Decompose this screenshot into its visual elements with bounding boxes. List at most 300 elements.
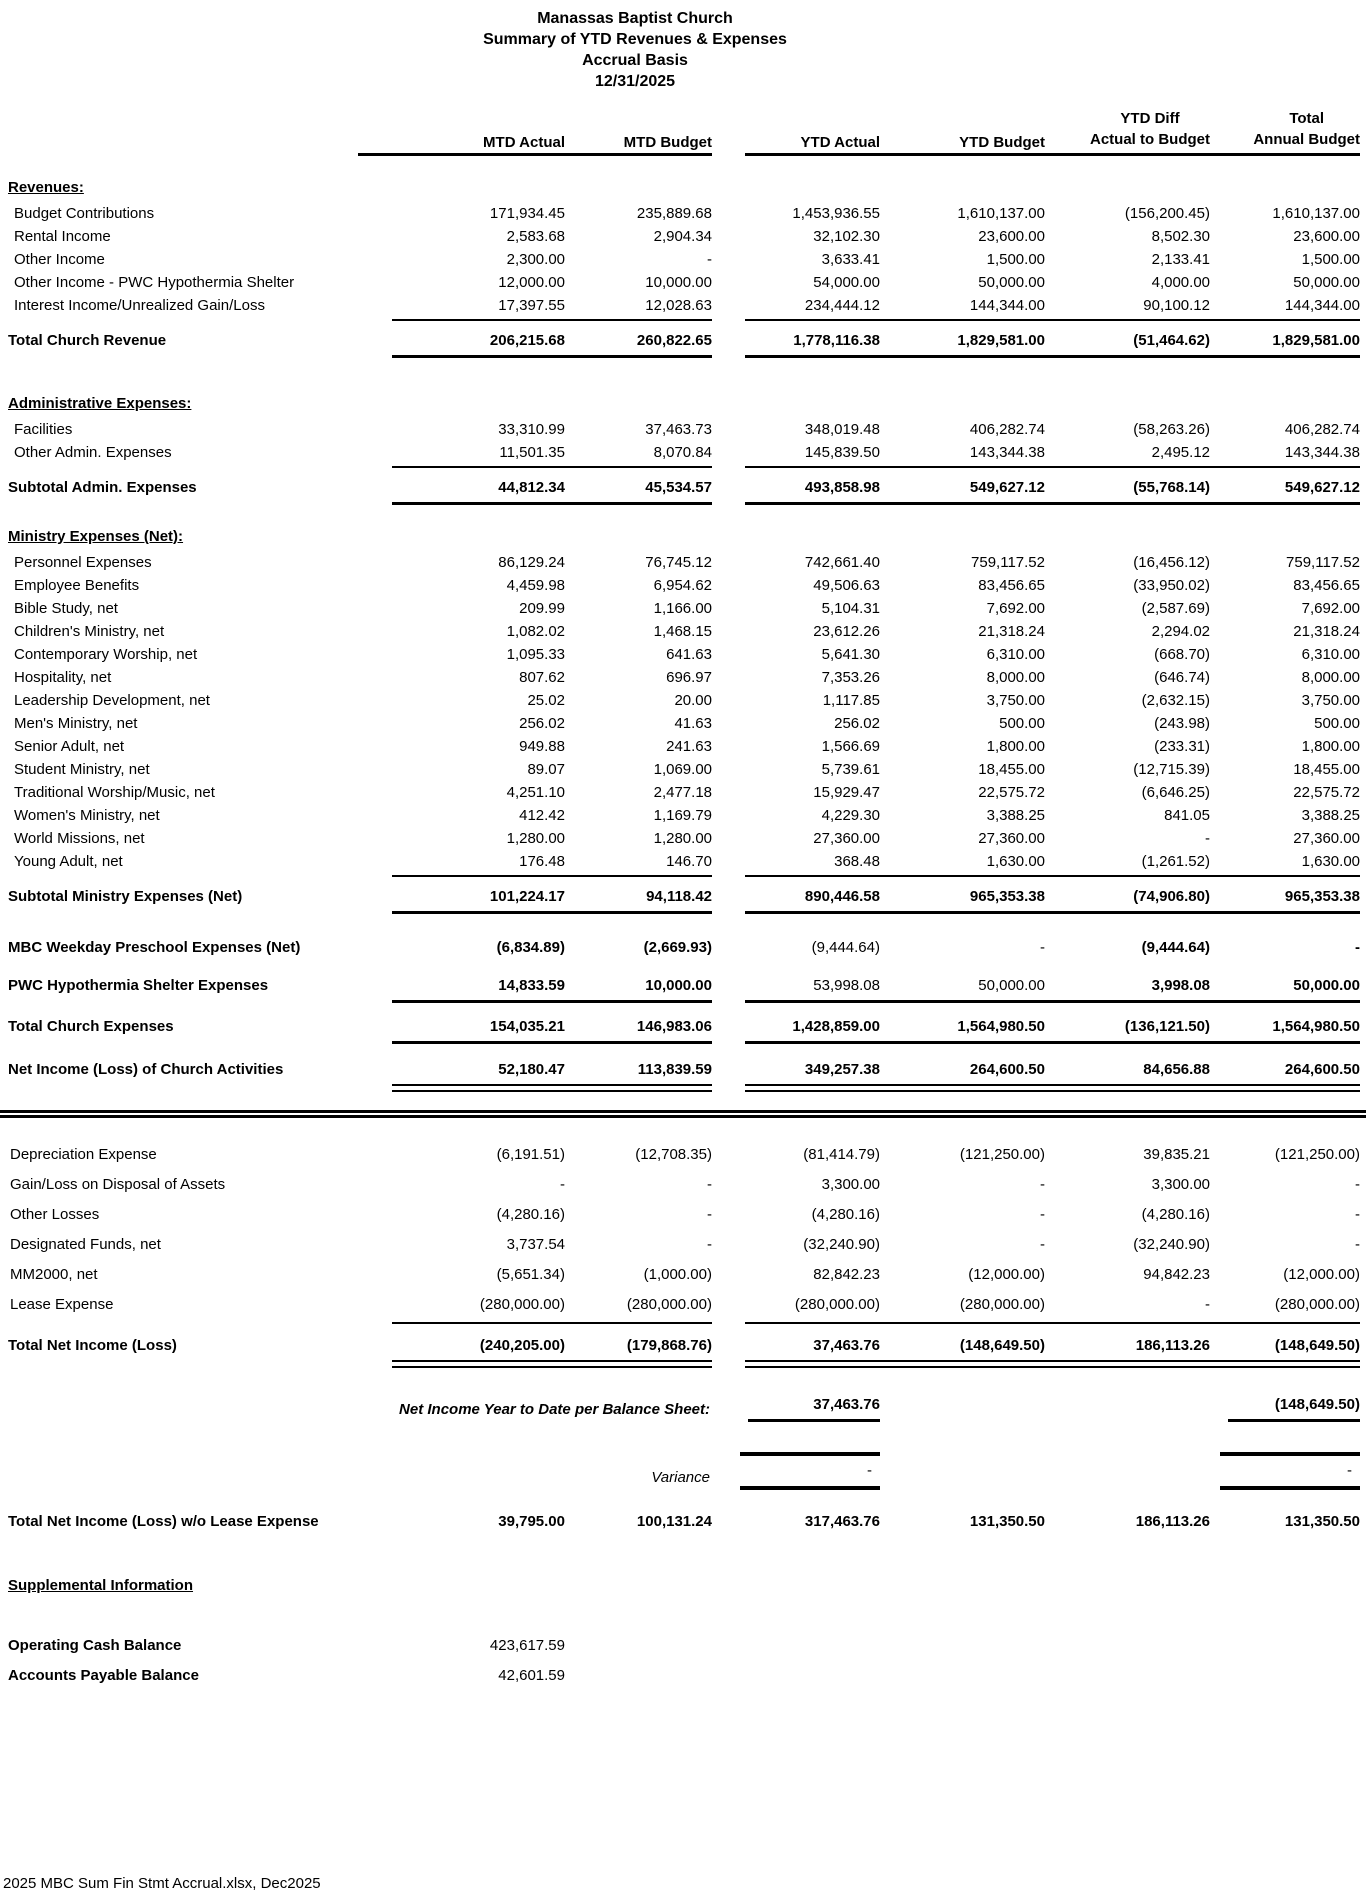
supplemental-row-operating-cash-balance	[0, 1631, 1366, 1661]
ruled-value: (148,649.50)	[1228, 1393, 1360, 1422]
cell-value: 206,215.68	[489, 332, 565, 349]
row-label: Men's Ministry, net	[14, 715, 138, 732]
ruled-value: -	[740, 1452, 880, 1490]
cell-value: (32,240.90)	[1133, 1236, 1210, 1253]
cell-value: 146,983.06	[636, 1018, 712, 1035]
rule-segment-ytd	[745, 466, 1360, 468]
table-row-world-missions-net	[0, 827, 1366, 850]
cell-value: (6,834.89)	[496, 939, 565, 956]
cell-value: -	[707, 251, 712, 268]
rule-segment-mtd	[358, 153, 712, 156]
cell-value: -	[1040, 1236, 1045, 1253]
cell-value: 696.97	[666, 669, 712, 686]
cell-value: 54,000.00	[813, 274, 880, 291]
column-header-annual-budget-lines	[1253, 108, 1360, 151]
total-row-subtotal-ministry-expenses-net	[0, 885, 1366, 909]
cell-value: (12,715.39)	[1133, 761, 1210, 778]
cell-value: 143,344.38	[969, 444, 1045, 461]
cell-value: 1,610,137.00	[1272, 205, 1360, 222]
cell-value: 18,455.00	[1293, 761, 1360, 778]
cell-value: (1,261.52)	[1141, 853, 1210, 870]
rule-segment-ytd	[745, 502, 1360, 505]
cell-value: (81,414.79)	[803, 1146, 880, 1163]
table-row-interest-income-unrealized-gain-loss	[0, 294, 1366, 317]
cell-value: 1,280.00	[653, 830, 712, 847]
rule-segment-ytd	[745, 1090, 1360, 1092]
cell-value: 144,344.00	[1284, 297, 1360, 314]
row-label: Subtotal Admin. Expenses	[8, 479, 197, 496]
cell-value: 100,131.24	[636, 1513, 712, 1530]
cell-value: 53,998.08	[813, 977, 880, 994]
section-heading-administrative-expenses	[0, 392, 1366, 415]
cell-ytd-actual	[712, 1393, 880, 1422]
table-row-other-losses	[0, 1200, 1366, 1230]
rule-double-gap	[0, 1362, 1366, 1364]
spacer	[0, 92, 1366, 108]
row-label: Contemporary Worship, net	[14, 646, 198, 663]
cell-value: (2,632.15)	[1141, 692, 1210, 709]
table-row-young-adult-net	[0, 850, 1366, 873]
report-title-block	[0, 0, 1270, 92]
cell-value: 10,000.00	[645, 274, 712, 291]
rule-double-gap	[0, 1086, 1366, 1088]
cell-value: (2,587.69)	[1141, 600, 1210, 617]
cell-value: (280,000.00)	[959, 1296, 1045, 1313]
cell-value: 1,630.00	[1301, 853, 1360, 870]
total-row-mbc-weekday-preschool-expenses-net	[0, 936, 1366, 960]
cell-value: -	[1040, 1176, 1045, 1193]
cell-value: 3,633.41	[821, 251, 880, 268]
cell-value: -	[1355, 1206, 1360, 1223]
cell-value: 4,251.10	[506, 784, 565, 801]
rule-segment-ytd	[745, 1366, 1360, 1368]
cell-value: 50,000.00	[978, 977, 1045, 994]
cell-value: 50,000.00	[1293, 274, 1360, 291]
row-label: Women's Ministry, net	[14, 807, 160, 824]
total-row-total-net-income-loss	[0, 1334, 1366, 1358]
spacer	[0, 1368, 1366, 1392]
cell-value: 1,564,980.50	[957, 1018, 1045, 1035]
rule-segment-mtd	[392, 1360, 712, 1362]
cell-value: 7,692.00	[1301, 600, 1360, 617]
cell-value: 5,641.30	[821, 646, 880, 663]
cell-value: 94,842.23	[1143, 1266, 1210, 1283]
row-label: Subtotal Ministry Expenses (Net)	[8, 888, 243, 905]
row-label: MBC Weekday Preschool Expenses (Net)	[8, 939, 301, 956]
cell-value: 500.00	[999, 715, 1045, 732]
row-label: Young Adult, net	[14, 853, 123, 870]
variance-row	[0, 1452, 1366, 1486]
cell-value: 131,350.50	[1284, 1513, 1360, 1530]
cell-value: (9,444.64)	[1141, 939, 1210, 956]
cell-value: 89.07	[527, 761, 565, 778]
rule-segment-mtd	[392, 355, 712, 358]
row-label: MM2000, net	[10, 1266, 98, 1283]
rule-segment-ytd	[745, 875, 1360, 877]
cell-value: 17,397.55	[498, 297, 565, 314]
spacer	[0, 877, 1366, 885]
total-row-total-church-expenses	[0, 1015, 1366, 1039]
table-row-children-s-ministry-net	[0, 620, 1366, 643]
cell-value: 10,000.00	[645, 977, 712, 994]
cell-value: 42,601.59	[498, 1667, 565, 1684]
section-heading-label: Supplemental Information	[8, 1577, 194, 1594]
table-row-rental-income	[0, 225, 1366, 248]
cell-value: (148,649.50)	[959, 1337, 1045, 1354]
cell-value: (74,906.80)	[1133, 888, 1210, 905]
cell-value: (4,280.16)	[1141, 1206, 1210, 1223]
total-row-total-church-revenue	[0, 329, 1366, 353]
spacer	[0, 1044, 1366, 1058]
row-label: Net Income Year to Date per Balance Sheet:	[399, 1401, 710, 1418]
row-label: Designated Funds, net	[10, 1236, 161, 1253]
cell-value: (668.70)	[1154, 646, 1210, 663]
row-label: Other Admin. Expenses	[14, 444, 172, 461]
cell-value: (280,000.00)	[626, 1296, 712, 1313]
rule-segment-ytd	[745, 1041, 1360, 1044]
report-date: 12/31/2025	[594, 73, 676, 90]
row-label: Total Church Revenue	[8, 332, 167, 349]
row-label: Employee Benefits	[14, 577, 140, 594]
table-row-mm2000-net	[0, 1260, 1366, 1290]
row-label: Bible Study, net	[14, 600, 118, 617]
table-row-leadership-development-net	[0, 689, 1366, 712]
table-row-contemporary-worship-net	[0, 643, 1366, 666]
row-label: Net Income (Loss) of Church Activities	[8, 1061, 284, 1078]
table-row-personnel-expenses	[0, 551, 1366, 574]
cell-value: (12,000.00)	[968, 1266, 1045, 1283]
table-row-hospitality-net	[0, 666, 1366, 689]
balance-sheet-net-income-row	[0, 1392, 1366, 1422]
cell-value: (5,651.34)	[496, 1266, 565, 1283]
cell-value: 90,100.12	[1143, 297, 1210, 314]
cell-value: -	[1355, 939, 1360, 956]
row-label: Total Net Income (Loss) w/o Lease Expense	[8, 1513, 319, 1530]
spacer	[0, 1422, 1366, 1452]
row-label: Operating Cash Balance	[8, 1637, 182, 1654]
cell-value: 890,446.58	[804, 888, 880, 905]
cell-value: (121,250.00)	[959, 1146, 1045, 1163]
row-label: Interest Income/Unrealized Gain/Loss	[14, 297, 265, 314]
cell-value: 1,468.15	[653, 623, 712, 640]
column-header-annual-budget	[1210, 108, 1360, 151]
cell-value: 23,612.26	[813, 623, 880, 640]
rule-segment-mtd	[392, 502, 712, 505]
cell-value: 1,095.33	[506, 646, 565, 663]
row-label: Other Income	[14, 251, 105, 268]
cell-value: 86,129.24	[498, 554, 565, 571]
cell-value: (51,464.62)	[1133, 332, 1210, 349]
row-label: Children's Ministry, net	[14, 623, 165, 640]
cell-value: 1,829,581.00	[1272, 332, 1360, 349]
row-label: Personnel Expenses	[14, 554, 152, 571]
cell-value: (16,456.12)	[1133, 554, 1210, 571]
cell-value: 5,739.61	[821, 761, 880, 778]
cell-value: 234,444.12	[804, 297, 880, 314]
ruled-value: -	[1220, 1452, 1360, 1490]
row-label: Total Church Expenses	[8, 1018, 174, 1035]
cell-value: 549,627.12	[1284, 479, 1360, 496]
cell-value: (148,649.50)	[1274, 1337, 1360, 1354]
file-footnote: 2025 MBC Sum Fin Stmt Accrual.xlsx, Dec2025	[3, 1875, 321, 1892]
cell-value: (243.98)	[1154, 715, 1210, 732]
spacer	[0, 505, 1366, 525]
row-label: Budget Contributions	[14, 205, 155, 222]
header-line-1: YTD Diff	[1120, 110, 1180, 127]
cell-value: 1,280.00	[506, 830, 565, 847]
column-header-mtd-budget: MTD Budget	[623, 134, 712, 151]
cell-value: 12,028.63	[645, 297, 712, 314]
cell-value: 406,282.74	[969, 421, 1045, 438]
spacer	[0, 468, 1366, 476]
cell-value: 264,600.50	[969, 1061, 1045, 1078]
spacer	[0, 1534, 1366, 1574]
cell-value: 759,117.52	[971, 554, 1045, 571]
cell-value: 3,750.00	[986, 692, 1045, 709]
header-line-1: Total	[1289, 110, 1325, 127]
rule-segment-ytd	[745, 1084, 1360, 1086]
cell-value: -	[1355, 1236, 1360, 1253]
cell-value: 83,456.65	[1293, 577, 1360, 594]
total-row-pwc-hypothermia-shelter-expenses	[0, 974, 1366, 998]
cell-value: 349,257.38	[804, 1061, 880, 1078]
cell-value: 113,839.59	[637, 1061, 712, 1078]
cell-value: 493,858.98	[804, 479, 880, 496]
cell-value: -	[1040, 939, 1045, 956]
cell-value: 6,954.62	[653, 577, 712, 594]
cell-value: 4,459.98	[506, 577, 565, 594]
ruled-value: 37,463.76	[748, 1393, 880, 1422]
column-header-ytd-budget: YTD Budget	[959, 134, 1045, 151]
cell-value: 2,583.68	[506, 228, 565, 245]
cell-value: 368.48	[834, 853, 880, 870]
row-label: Facilities	[14, 421, 73, 438]
cell-value: 260,822.65	[636, 332, 712, 349]
cell-value: (4,280.16)	[811, 1206, 880, 1223]
cell-value: 2,133.41	[1151, 251, 1210, 268]
cell-value: 50,000.00	[1293, 977, 1360, 994]
rule-segment-mtd	[392, 1084, 712, 1086]
table-row-other-income-pwc-hypothermia-shelter	[0, 271, 1366, 294]
cell-value: 2,495.12	[1151, 444, 1210, 461]
cell-value: 1,082.02	[506, 623, 565, 640]
cell-value: 21,318.24	[1293, 623, 1360, 640]
row-label: Traditional Worship/Music, net	[14, 784, 215, 801]
cell-value: 235,889.68	[636, 205, 712, 222]
cell-value: 1,117.85	[822, 692, 880, 709]
row-label: Rental Income	[14, 228, 111, 245]
rule-segment-mtd	[392, 875, 712, 877]
section-heading-supplemental-information	[0, 1574, 1366, 1597]
cell-value: 406,282.74	[1284, 421, 1360, 438]
spacer	[0, 1324, 1366, 1334]
cell-value: (55,768.14)	[1133, 479, 1210, 496]
row-label: Gain/Loss on Disposal of Assets	[10, 1176, 226, 1193]
cell-value: 146.70	[666, 853, 712, 870]
report-basis: Accrual Basis	[582, 52, 688, 69]
rule-segment-mtd	[392, 1322, 712, 1324]
cell-value: -	[1205, 1296, 1210, 1313]
cell-value: 549,627.12	[969, 479, 1045, 496]
cell-value: 949.88	[519, 738, 565, 755]
cell-value: 348,019.48	[804, 421, 880, 438]
rule-segment-mtd	[392, 1090, 712, 1092]
cell-value: 317,463.76	[804, 1513, 880, 1530]
cell-value: 1,453,936.55	[792, 205, 880, 222]
cell-value: 20.00	[674, 692, 712, 709]
cell-value: (121,250.00)	[1274, 1146, 1360, 1163]
cell-value: 154,035.21	[489, 1018, 565, 1035]
cell-value: 742,661.40	[804, 554, 880, 571]
total-row-total-net-income-loss-w-o-lease-expense	[0, 1510, 1366, 1534]
cell-value: 22,575.72	[978, 784, 1045, 801]
table-row-traditional-worship-music-net	[0, 781, 1366, 804]
table-row-other-admin-expenses	[0, 441, 1366, 464]
cell-value: 186,113.26	[1135, 1337, 1210, 1354]
cell-value: 1,566.69	[821, 738, 880, 755]
spacer	[0, 960, 1366, 974]
cell-value: -	[707, 1206, 712, 1223]
spacer	[0, 156, 1366, 176]
cell-value: -	[560, 1176, 565, 1193]
row-label: Other Losses	[10, 1206, 100, 1223]
rule-segment-mtd	[392, 1041, 712, 1044]
cell-value: 176.48	[519, 853, 565, 870]
cell-value: 84,656.88	[1143, 1061, 1210, 1078]
cell-value: 3,300.00	[1151, 1176, 1210, 1193]
cell-value: 209.99	[519, 600, 565, 617]
cell-value: 52,180.47	[498, 1061, 565, 1078]
cell-value: 23,600.00	[978, 228, 1045, 245]
cell-value: (12,708.35)	[635, 1146, 712, 1163]
row-label: Depreciation Expense	[10, 1146, 157, 1163]
cell-value: 8,502.30	[1151, 228, 1210, 245]
cell-value: 186,113.26	[1135, 1513, 1210, 1530]
cell-annual-budget	[1210, 1452, 1360, 1490]
cell-value: 2,904.34	[653, 228, 712, 245]
cell-value: (280,000.00)	[794, 1296, 880, 1313]
table-row-women-s-ministry-net	[0, 804, 1366, 827]
cell-value: -	[1040, 1206, 1045, 1223]
cell-value: 256.02	[519, 715, 565, 732]
cell-value: 3,998.08	[1151, 977, 1210, 994]
row-label: PWC Hypothermia Shelter Expenses	[8, 977, 269, 994]
cell-value: (9,444.64)	[811, 939, 880, 956]
table-row-bible-study-net	[0, 597, 1366, 620]
cell-value: 27,360.00	[978, 830, 1045, 847]
cell-value: 500.00	[1314, 715, 1360, 732]
cell-value: 12,000.00	[498, 274, 565, 291]
cell-value: 1,610,137.00	[957, 205, 1045, 222]
rule-segment-mtd	[392, 1366, 712, 1368]
cell-value: 807.62	[519, 669, 565, 686]
cell-value: 965,353.38	[1284, 888, 1360, 905]
section-heading-revenues	[0, 176, 1366, 199]
cell-value: 1,166.00	[653, 600, 712, 617]
cell-value: 2,300.00	[506, 251, 565, 268]
cell-value: 23,600.00	[1293, 228, 1360, 245]
report-org-name: Manassas Baptist Church	[537, 10, 733, 27]
table-row-employee-benefits	[0, 574, 1366, 597]
rule-segment-mtd	[392, 911, 712, 914]
cell-value: -	[707, 1236, 712, 1253]
row-label: Total Net Income (Loss)	[8, 1337, 177, 1354]
cell-value: (179,868.76)	[626, 1337, 712, 1354]
cell-value: 143,344.38	[1284, 444, 1360, 461]
cell-value: 1,778,116.38	[793, 332, 880, 349]
total-row-subtotal-admin-expenses	[0, 476, 1366, 500]
supplemental-row-accounts-payable-balance	[0, 1661, 1366, 1691]
column-header-mtd-actual: MTD Actual	[483, 134, 565, 151]
cell-value: 3,388.25	[986, 807, 1045, 824]
cell-value: 101,224.17	[489, 888, 565, 905]
column-header-row	[0, 108, 1366, 151]
cell-ytd-actual	[712, 1452, 880, 1490]
section-heading-label: Ministry Expenses (Net):	[8, 528, 184, 545]
cell-value: 37,463.76	[813, 1337, 880, 1354]
cell-value: 8,070.84	[653, 444, 712, 461]
spacer	[0, 1597, 1366, 1631]
cell-value: (233.31)	[1154, 738, 1210, 755]
cell-value: 3,750.00	[1301, 692, 1360, 709]
rule-segment-mtd	[392, 319, 712, 321]
cell-value: 4,000.00	[1151, 274, 1210, 291]
cell-value: 7,692.00	[986, 600, 1045, 617]
cell-value: -	[707, 1176, 712, 1193]
cell-value: 1,428,859.00	[792, 1018, 880, 1035]
cell-value: 131,350.50	[969, 1513, 1045, 1530]
cell-value: (32,240.90)	[803, 1236, 880, 1253]
row-label: Senior Adult, net	[14, 738, 125, 755]
rule-segment-ytd	[745, 1322, 1360, 1324]
cell-value: 965,353.38	[969, 888, 1045, 905]
table-row-other-income	[0, 248, 1366, 271]
rule-segment-ytd	[745, 319, 1360, 321]
cell-value: 41.63	[674, 715, 712, 732]
cell-value: 264,600.50	[1284, 1061, 1360, 1078]
row-label: Accounts Payable Balance	[8, 1667, 199, 1684]
cell-value: 423,617.59	[489, 1637, 565, 1654]
cell-value: (2,669.93)	[643, 939, 712, 956]
cell-value: 3,388.25	[1301, 807, 1360, 824]
section-heading-label: Revenues:	[8, 179, 84, 196]
cell-value: 6,310.00	[1301, 646, 1360, 663]
cell-value: 18,455.00	[978, 761, 1045, 778]
cell-value: 412.42	[519, 807, 565, 824]
rule-segment-mtd	[392, 1000, 712, 1003]
spacer	[0, 1118, 1366, 1140]
cell-value: (4,280.16)	[496, 1206, 565, 1223]
cell-value: 759,117.52	[1286, 554, 1360, 571]
row-label: Other Income - PWC Hypothermia Shelter	[14, 274, 295, 291]
rule-segment-ytd	[745, 911, 1360, 914]
row-label: Variance	[651, 1469, 710, 1486]
spacer	[0, 914, 1366, 936]
table-row-depreciation-expense	[0, 1140, 1366, 1170]
cell-value: (646.74)	[1154, 669, 1210, 686]
rule-segment-ytd	[745, 355, 1360, 358]
cell-value: 49,506.63	[813, 577, 880, 594]
cell-value: 1,630.00	[986, 853, 1045, 870]
cell-value: 1,800.00	[1301, 738, 1360, 755]
spacer	[0, 358, 1366, 392]
cell-value: 27,360.00	[813, 830, 880, 847]
cell-value: 841.05	[1164, 807, 1210, 824]
cell-value: (33,950.02)	[1133, 577, 1210, 594]
rule-segment-ytd	[745, 1360, 1360, 1362]
table-row-budget-contributions	[0, 202, 1366, 225]
cell-value: 171,934.45	[489, 205, 565, 222]
